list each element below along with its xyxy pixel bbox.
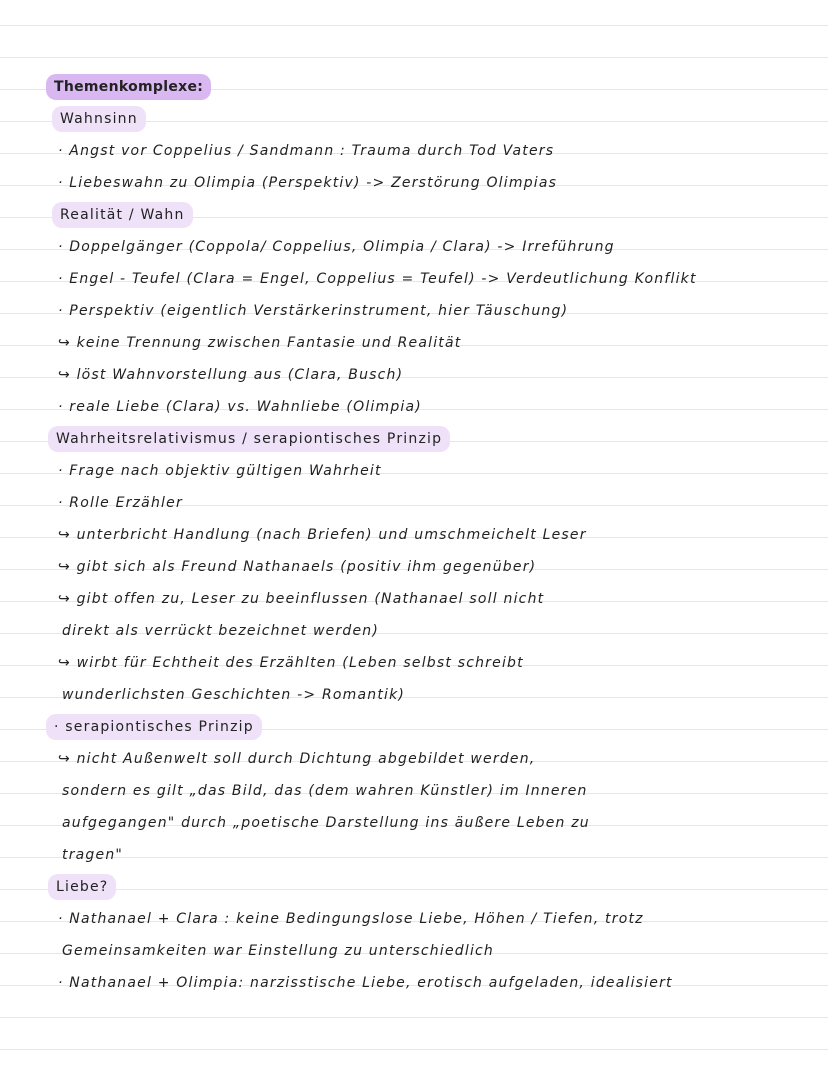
note-line: · Frage nach objektiv gültigen Wahrheit — [58, 463, 382, 479]
section-heading-row — [52, 106, 146, 132]
section-heading-row — [48, 426, 450, 452]
section-heading-prinzip: · serapiontisches Prinzip — [46, 714, 262, 740]
section-heading-row — [46, 714, 262, 740]
note-line: wunderlichsten Geschichten -> Romantik) — [62, 687, 406, 703]
note-line: direkt als verrückt bezeichnet werden) — [62, 623, 380, 639]
note-line: · Liebeswahn zu Olimpia (Perspektiv) -> Zerstörung Olimpias — [58, 175, 558, 191]
note-line: aufgegangen" durch „poetische Darstellung ins äußere Leben zu — [62, 815, 590, 831]
section-heading-wahnsinn: Wahnsinn — [52, 106, 146, 132]
note-line: ↪ unterbricht Handlung (nach Briefen) und umschmeichelt Leser — [58, 527, 587, 543]
note-line: ↪ löst Wahnvorstellung aus (Clara, Busch) — [58, 367, 404, 383]
note-line: · Rolle Erzähler — [58, 495, 183, 511]
section-heading-row — [48, 874, 116, 900]
section-heading-wahrheit: Wahrheitsrelativismus / serapiontisches Prinzip — [48, 426, 450, 452]
note-line: ↪ keine Trennung zwischen Fantasie und Realität — [58, 335, 462, 351]
note-line: · Nathanael + Olimpia: narzisstische Liebe, erotisch aufgeladen, idealisiert — [58, 975, 673, 991]
note-line: sondern es gilt „das Bild, das (dem wahren Künstler) im Inneren — [62, 783, 588, 799]
section-heading-liebe: Liebe? — [48, 874, 116, 900]
note-line: tragen" — [62, 847, 124, 863]
note-line: ↪ nicht Außenwelt soll durch Dichtung abgebildet werden, — [58, 751, 536, 767]
note-line: ↪ gibt offen zu, Leser zu beeinflussen (Nathanael soll nicht — [58, 591, 545, 607]
note-line: Gemeinsamkeiten war Einstellung zu unterschiedlich — [62, 943, 495, 959]
note-line: · Nathanael + Clara : keine Bedingungslose Liebe, Höhen / Tiefen, trotz — [58, 911, 644, 927]
section-heading-realitaet: Realität / Wahn — [52, 202, 193, 228]
section-heading-row — [52, 202, 193, 228]
note-line: ↪ wirbt für Echtheit des Erzählten (Leben selbst schreibt — [58, 655, 524, 671]
note-line: · Perspektiv (eigentlich Verstärkerinstrument, hier Täuschung) — [58, 303, 569, 319]
note-line: · reale Liebe (Clara) vs. Wahnliebe (Olimpia) — [58, 399, 422, 415]
note-line: · Engel - Teufel (Clara = Engel, Coppelius = Teufel) -> Verdeutlichung Konflikt — [58, 271, 697, 287]
note-line: · Doppelgänger (Coppola/ Coppelius, Olimpia / Clara) -> Irreführung — [58, 239, 615, 255]
page-title: Themenkomplexe: — [46, 74, 211, 100]
note-line: · Angst vor Coppelius / Sandmann : Trauma durch Tod Vaters — [58, 143, 555, 159]
note-line: ↪ gibt sich als Freund Nathanaels (positiv ihm gegenüber) — [58, 559, 537, 575]
title-row — [46, 74, 211, 100]
